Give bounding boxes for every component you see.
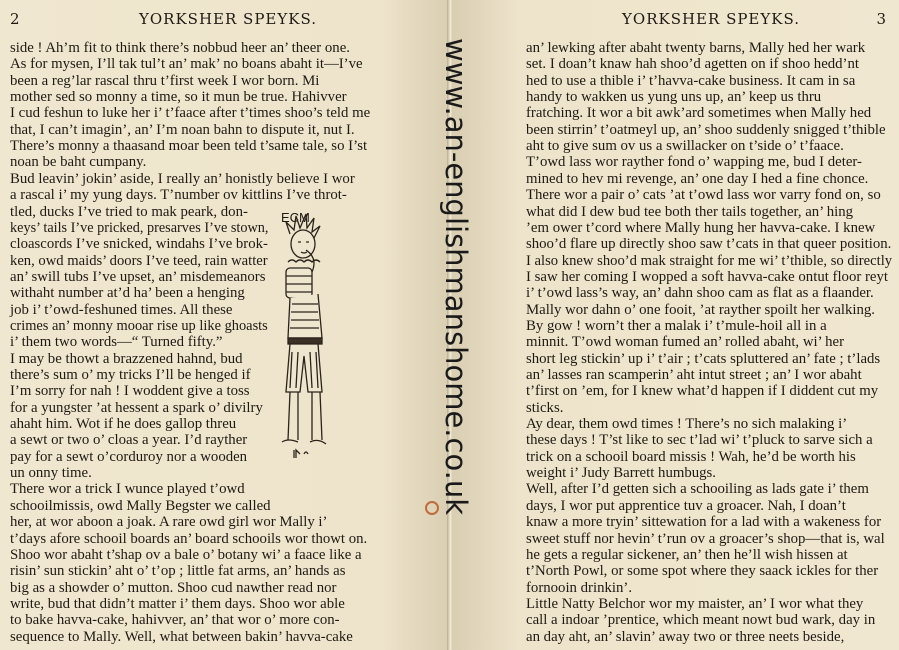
- text-line: Shoo wor abaht t’shap ov a bale o’ botany wi’ a faace like a: [10, 546, 362, 563]
- text-line: crimes an’ monny mooar rise up like ghoasts: [10, 317, 268, 334]
- text-line: hed to use a thible i’ t’havva-cake business. It cam in sa: [526, 72, 856, 89]
- boy-illustration: [272, 212, 334, 470]
- right-page: [452, 0, 899, 650]
- text-line: handy to wakken us yung uns up, an’ keep us thru: [526, 89, 822, 106]
- text-line: noan be baht cumpany.: [10, 154, 147, 171]
- text-line: he gets a regular sickener, an’ then he’ll wish hissen at: [526, 546, 848, 563]
- text-line: minnit. T’owd woman fumed an’ rolled abaht, wi’ her: [526, 334, 845, 351]
- text-line: shoo’d flare up directly shoo saw t’cats in that queer position.: [526, 236, 892, 253]
- text-line: Little Natty Belchor wor my maister, an’ I wor what they: [526, 595, 864, 612]
- text-line: fratching. It wor a bit awk’ard sometimes when Mally hed: [526, 105, 872, 122]
- text-line: t’first on ’em, for I knew what’d happen if I diddent cut my: [526, 383, 879, 400]
- illustration-monogram: ECM.: [281, 210, 314, 225]
- text-line: an’ lasses ran scamperin’ aht intut street ; an’ I wor abaht: [526, 367, 862, 383]
- text-line: I saw her coming I wopped a soft havva-cake ontut floor reyt: [526, 268, 888, 285]
- text-line: side ! Ah’m fit to think there’s nobbud heer an’ theer one.: [10, 40, 350, 56]
- text-line: ken, owd maids’ doors I’ve teed, rain watter: [10, 252, 268, 269]
- text-line: an’ swill tubs I’ve upset, an’ misdemeanors: [10, 268, 266, 285]
- text-line: withaht number at’d ha’ been a henging: [10, 285, 245, 302]
- text-line: cloascords I’ve snicked, windahs I’ve brok-: [10, 236, 268, 253]
- text-line: I also knew shoo’d mak straight for me wi’ t’thible, so directly: [526, 252, 893, 269]
- text-line: a sewt or two o’ cloas a year. I’d rayther: [10, 432, 248, 449]
- text-line: i’ them two words—“ Turned fifty.”: [10, 334, 223, 351]
- text-line: been a reg’lar rascal thru t’first week I wor born. Mi: [10, 72, 320, 89]
- text-line: knaw a more tryin’ sittewation for a lad with a wakeness for: [526, 514, 882, 531]
- text-line: I may be thowt a brazzened hahnd, bud: [10, 350, 243, 367]
- watermark-logo-icon: [426, 502, 438, 514]
- text-line: job i’ t’owd-feshuned times. All these: [10, 301, 233, 318]
- text-line: trick on a schooil board missis ! Wah, he’d be worth his: [526, 448, 856, 465]
- text-line: Ay dear, them owd times ! There’s no sich malaking i’: [526, 416, 848, 433]
- text-line: big as a showder o’ mutton. Shoo cud nawther read nor: [10, 579, 337, 596]
- text-line: write, bud that didn’t matter i’ them days. Shoo wor able: [10, 595, 345, 612]
- text-line: sweet stuff nor hevin’ t’run ov a groacer’s shop—that is, wal: [526, 530, 885, 547]
- text-line: there’s sum o’ my tricks I’ll be henged if: [10, 367, 251, 383]
- text-line: pay for a sewt o’corduroy nor a wooden: [10, 448, 248, 465]
- text-line: By gow ! worn’t ther a malak i’ t’mule-hoil all in a: [526, 317, 827, 334]
- left-page: [0, 0, 449, 650]
- text-line: mother sed so monny a time, so it mun be true. Hahivver: [10, 89, 347, 106]
- text-line: her, at wor aboon a joak. A rare owd girl wor Mally i’: [10, 514, 328, 531]
- text-line: I cud feshun to luke her i’ t’faace after t’times shoo’s teld me: [10, 105, 371, 122]
- text-line: short leg stickin’ up i’ t’air ; t’cats spluttered an’ fate ; t’lads: [526, 350, 881, 367]
- text-line: ’em ower t’cord where Mally hung her havva-cake. I knew: [526, 219, 876, 236]
- text-line: t’North Powl, or some spot where they saack ickles for ther: [526, 563, 879, 580]
- text-line: that, I can’t imagin’, an’ I’m noan bahn to dispute it, nut I.: [10, 121, 355, 138]
- text-line: Mally wor dahn o’ one fooit, ’at rayther spoilt her walking.: [526, 301, 876, 318]
- text-line: i’ t’owd lass’s way, an’ dahn shoo cam as flat as a flaander.: [526, 285, 874, 302]
- text-line: been stirrin’ t’oatmeyl up, an’ shoo suddenly snigged t’thible: [526, 121, 886, 138]
- text-line: There’s monny a thaasand moar been teld t’same tale, so I’st: [10, 138, 368, 155]
- text-line: ahaht him. Wot if he does gallop threu: [10, 416, 237, 433]
- text-line: schooilmissis, owd Mally Begster we called: [10, 497, 271, 514]
- text-line: an day aht, an’ slavin’ away two or three neets beside,: [526, 628, 845, 645]
- text-line: what did I dew bud tee both ther tails together, an’ hing: [526, 203, 854, 220]
- text-line: Bud leavin’ jokin’ aside, I really an’ honistly believe I wor: [10, 170, 355, 187]
- text-line: mined to hev mi revenge, an’ one day I hed a fine chonce.: [526, 170, 869, 187]
- text-line: t’days afore schooil boards an’ board schooils wor thowt on.: [10, 530, 368, 547]
- text-line: a rascal i’ my yung days. T’number ov kittlins I’ve throt-: [10, 187, 347, 204]
- text-line: There wor a pair o’ cats ’at t’owd lass wor varry fond on, so: [526, 187, 881, 204]
- left-page-number: 2: [10, 10, 21, 28]
- text-line: set. I doan’t knaw hah shoo’d agetten on if shoo hedd’nt: [526, 56, 859, 73]
- text-line: aht to give sum ov us a swillacker on t’side o’ t’faace.: [526, 138, 844, 155]
- text-line: There wor a trick I wunce played t’owd: [10, 481, 245, 498]
- text-line: As for mysen, I’ll tak tul’t an’ mak’ no boans abaht it—I’ve: [10, 56, 363, 73]
- text-line: call a indoar ’prentice, which meant nowt bud wark, day in: [526, 612, 876, 629]
- text-line: sticks.: [526, 399, 564, 416]
- text-line: Well, after I’d getten sich a schooiling as lads gate i’ them: [526, 481, 869, 498]
- right-page-number: 3: [876, 10, 887, 28]
- website-watermark: [412, 30, 473, 520]
- left-running-title: YORKSHER SPEYKS.: [138, 10, 317, 28]
- text-line: T’owd lass wor rayther fond o’ wapping me, bud I deter-: [526, 154, 862, 171]
- text-line: these days ! T’st like to sec t’lad wi’ t’pluck to sarve sich a: [526, 432, 873, 449]
- text-line: days, I wor put apprentice tuv a groacer. Nah, I doan’t: [526, 497, 846, 514]
- watermark-text: www.an-englishmanshome.co.uk: [439, 38, 473, 516]
- text-line: fornooin drinkin’.: [526, 579, 633, 596]
- text-line: tled, ducks I’ve tried to mak peark, don-: [10, 203, 248, 220]
- right-running-title: YORKSHER SPEYKS.: [622, 10, 801, 28]
- text-line: risin’ sun stickin’ aht o’ t’op ; little fat arms, an’ hands as: [10, 563, 346, 580]
- text-line: to bake havva-cake, hahivver, an’ that wor o’ more con-: [10, 612, 340, 629]
- text-line: weight i’ Judy Barrett humbugs.: [526, 465, 717, 482]
- text-line: sequence to Mally. Well, what between bakin’ havva-cake: [10, 628, 353, 645]
- text-line: an’ lewking after abaht twenty barns, Mally hed her wark: [526, 40, 866, 56]
- text-line: I’m sorry for nah ! I woddent give a toss: [10, 383, 250, 400]
- text-line: un onny time.: [10, 465, 92, 482]
- text-line: keys’ tails I’ve pricked, presarves I’ve stown,: [10, 219, 269, 236]
- text-line: for a yungster ’at hessent a spark o’ divilry: [10, 399, 263, 416]
